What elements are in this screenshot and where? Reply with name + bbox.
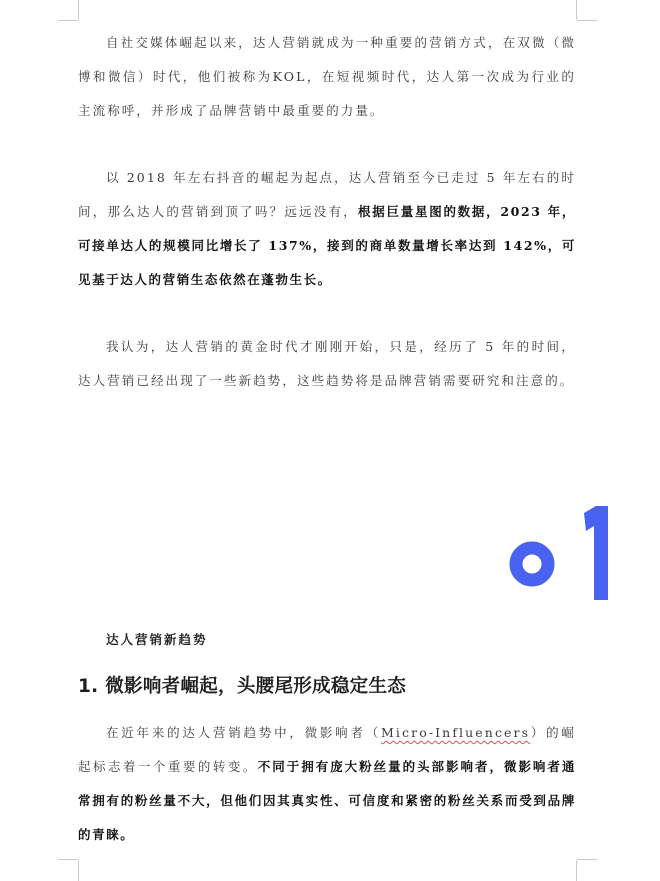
paragraph-bold-text: 根据巨量星图的数据，2023 年，可接单达人的规模同比增长了 137%，接到的商单数量增长率达到 142%，可见基于达人的营销生态依然在蓬勃生长。 [78, 204, 577, 287]
section-number-zero [516, 548, 548, 580]
crop-mark-top-left [58, 20, 78, 21]
crop-mark-bottom-left [58, 859, 78, 860]
paragraph-micro-influencers [78, 716, 576, 852]
section-number-one [584, 506, 608, 600]
spellcheck-term[interactable]: Micro-Influencers [381, 725, 531, 740]
section-heading: 1. 微影响者崛起，头腰尾形成稳定生态 [78, 676, 407, 697]
crop-mark-bottom-right [577, 859, 597, 860]
paragraph-data [78, 161, 576, 297]
paragraph-text: 自社交媒体崛起以来，达人营销就成为一种重要的营销方式，在双微（微博和微信）时代，他们被称为KOL，在短视频时代，达人第一次成为行业的主流称呼，并形成了品牌营销中最重要的力量。 [78, 35, 576, 118]
paragraph-text: 在近年来的达人营销趋势中，微影响者（ [106, 725, 382, 740]
crop-mark-bottom-right [576, 860, 577, 881]
paragraph-text: 我认为，达人营销的黄金时代才刚刚开始，只是，经历了 5 年的时间，达人营销已经出现了一些新趋势，这些趋势将是品牌营销需要研究和注意的。 [78, 339, 576, 388]
paragraph-intro [78, 26, 576, 128]
crop-mark-bottom-left [78, 860, 79, 881]
crop-mark-top-left [78, 0, 79, 20]
paragraph-opinion [78, 330, 576, 398]
crop-mark-top-right [576, 0, 577, 20]
section-label: 达人营销新趋势 [106, 632, 208, 647]
crop-mark-top-right [577, 20, 597, 21]
paragraph-text: 以 2018 年左右抖音的崛起为起点，达人营销至今已走过 5 年左右的时间，那么达人的营销到顶了吗？远远没有， [78, 170, 576, 219]
section-number-graphic [508, 498, 618, 608]
paragraph-bold-text: 不同于拥有庞大粉丝量的头部影响者，微影响者通常拥有的粉丝量不大，但他们因其真实性、可信度和紧密的粉丝关系而受到品牌的青睐。 [78, 759, 576, 842]
paragraph-text: ）的崛起标志着一个重要的转变。 [78, 725, 576, 774]
